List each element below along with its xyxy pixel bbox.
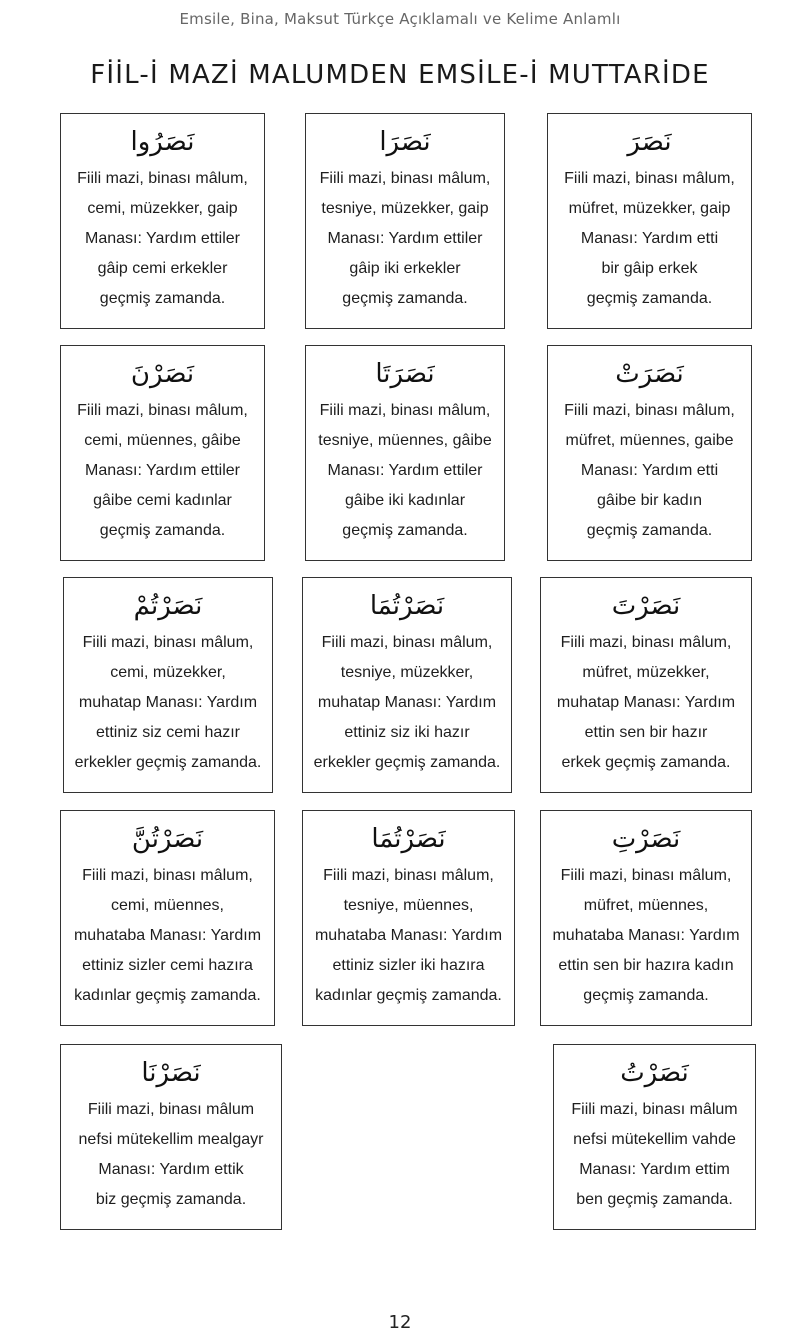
description-line: geçmiş zamanda. — [586, 522, 713, 539]
description-line: Fiili mazi, binası mâlum, — [82, 867, 253, 884]
description-line: Fiili mazi, binası mâlum, — [323, 867, 494, 884]
arabic-verb-form: نَصَرَا — [379, 127, 431, 157]
description-line: tesniye, müennes, — [343, 897, 474, 914]
page-title: FİİL-İ MAZİ MALUMDEN EMSİLE-İ MUTTARİDE — [90, 60, 710, 90]
description-line: Manası: Yardım etti — [580, 230, 719, 247]
description-line: muhataba Manası: Yardım — [73, 927, 262, 944]
emsile-card — [547, 345, 752, 561]
card-description — [61, 396, 264, 546]
card-description — [303, 861, 514, 1011]
emsile-card — [540, 577, 752, 793]
arabic-verb-form: نَصَرْتُمْ — [133, 591, 203, 621]
description-line: geçmiş zamanda. — [99, 522, 226, 539]
description-line: Manası: Yardım ettiler — [327, 230, 483, 247]
description-line: Fiili mazi, binası mâlum, — [319, 170, 491, 187]
card-description — [548, 396, 751, 546]
description-line: Manası: Yardım ettiler — [84, 462, 241, 479]
description-line: müfret, müzekker, gaip — [568, 200, 731, 217]
description-line: Manası: Yardım ettiler — [327, 462, 483, 479]
card-description — [61, 1095, 281, 1215]
description-line: gâibe bir kadın — [597, 492, 702, 509]
emsile-card — [553, 1044, 756, 1230]
running-head: Emsile, Bina, Maksut Türkçe Açıklamalı ve Kelime Anlamlı — [179, 10, 621, 28]
description-line: geçmiş zamanda. — [99, 290, 226, 307]
arabic-verb-form: نَصَرَتَا — [375, 359, 435, 389]
description-line: cemi, müzekker, gaip — [87, 200, 238, 217]
page-number: 12 — [388, 1312, 412, 1333]
arabic-verb-form: نَصَرْتُ — [620, 1058, 689, 1088]
description-line: Fiili mazi, binası mâlum, — [77, 402, 248, 419]
description-line: muhatap Manası: Yardım — [317, 694, 497, 711]
emsile-card — [60, 113, 265, 329]
card-description — [303, 628, 511, 778]
description-line: Fiili mazi, binası mâlum, — [560, 634, 732, 651]
description-line: cemi, müzekker, — [110, 664, 226, 681]
description-line: bir gâip erkek — [601, 260, 698, 277]
description-line: gâip cemi erkekler — [97, 260, 228, 277]
card-description — [64, 628, 272, 778]
description-line: erkekler geçmiş zamanda. — [313, 754, 501, 771]
arabic-verb-form: نَصَرُوا — [130, 127, 195, 157]
card-description — [548, 164, 751, 314]
description-line: muhatap Manası: Yardım — [556, 694, 736, 711]
description-line: Fiili mazi, binası mâlum, — [560, 867, 732, 884]
emsile-card — [60, 345, 265, 561]
emsile-card — [540, 810, 752, 1026]
description-line: geçmiş zamanda. — [342, 522, 468, 539]
description-line: ettiniz siz cemi hazır — [95, 724, 241, 741]
description-line: Manası: Yardım ettik — [98, 1161, 244, 1178]
description-line: Fiili mazi, binası mâlum — [87, 1101, 255, 1118]
description-line: nefsi mütekellim vahde — [573, 1131, 736, 1148]
arabic-verb-form: نَصَرْتُمَا — [369, 591, 445, 621]
arabic-verb-form: نَصَرْتِ — [611, 824, 681, 854]
emsile-card — [547, 113, 752, 329]
description-line: ben geçmiş zamanda. — [576, 1191, 733, 1208]
description-line: ettin sen bir hazıra kadın — [558, 957, 734, 974]
arabic-verb-form: نَصَرَ — [627, 127, 672, 157]
description-line: müfret, müennes, — [583, 897, 709, 914]
description-line: ettiniz sizler iki hazıra — [332, 957, 485, 974]
description-line: Fiili mazi, binası mâlum, — [564, 170, 735, 187]
card-description — [61, 164, 264, 314]
arabic-verb-form: نَصَرْتُنَّ — [131, 824, 204, 854]
description-line: geçmiş zamanda. — [586, 290, 713, 307]
description-line: muhatap Manası: Yardım — [78, 694, 258, 711]
description-line: Fiili mazi, binası mâlum, — [321, 634, 493, 651]
description-line: biz geçmiş zamanda. — [95, 1191, 247, 1208]
emsile-card — [305, 345, 505, 561]
description-line: geçmiş zamanda. — [342, 290, 468, 307]
emsile-card — [302, 810, 515, 1026]
description-line: gâibe cemi kadınlar — [93, 492, 232, 509]
description-line: kadınlar geçmiş zamanda. — [315, 987, 502, 1004]
card-description — [541, 861, 751, 1011]
description-line: muhataba Manası: Yardım — [314, 927, 503, 944]
description-line: cemi, müennes, — [111, 897, 224, 914]
description-line: cemi, müennes, gâibe — [84, 432, 241, 449]
description-line: Fiili mazi, binası mâlum, — [82, 634, 254, 651]
arabic-verb-form: نَصَرْنَا — [141, 1058, 201, 1088]
emsile-card — [63, 577, 273, 793]
description-line: tesniye, müzekker, — [340, 664, 474, 681]
emsile-card — [302, 577, 512, 793]
description-line: ettin sen bir hazır — [584, 724, 708, 741]
description-line: müfret, müennes, gaibe — [565, 432, 734, 449]
emsile-card — [60, 1044, 282, 1230]
description-line: geçmiş zamanda. — [583, 987, 709, 1004]
description-line: Fiili mazi, binası mâlum, — [77, 170, 248, 187]
description-line: Manası: Yardım ettim — [579, 1161, 730, 1178]
card-description — [306, 396, 504, 546]
description-line: Manası: Yardım etti — [580, 462, 719, 479]
emsile-card — [305, 113, 505, 329]
emsile-card — [60, 810, 275, 1026]
card-description — [61, 861, 274, 1011]
description-line: Fiili mazi, binası mâlum, — [564, 402, 735, 419]
description-line: erkekler geçmiş zamanda. — [74, 754, 262, 771]
description-line: gâip iki erkekler — [349, 260, 461, 277]
description-line: Fiili mazi, binası mâlum, — [319, 402, 491, 419]
description-line: müfret, müzekker, — [582, 664, 710, 681]
description-line: muhataba Manası: Yardım — [552, 927, 740, 944]
description-line: tesniye, müennes, gâibe — [318, 432, 492, 449]
description-line: kadınlar geçmiş zamanda. — [74, 987, 261, 1004]
arabic-verb-form: نَصَرَتْ — [615, 359, 684, 389]
description-line: ettiniz sizler cemi hazıra — [82, 957, 253, 974]
description-line: erkek geçmiş zamanda. — [561, 754, 731, 771]
description-line: tesniye, müzekker, gaip — [321, 200, 489, 217]
arabic-verb-form: نَصَرْتَ — [611, 591, 681, 621]
description-line: ettiniz siz iki hazır — [344, 724, 470, 741]
card-description — [541, 628, 751, 778]
arabic-verb-form: نَصَرْتُمَا — [371, 824, 446, 854]
description-line: Fiili mazi, binası mâlum — [571, 1101, 738, 1118]
card-description — [306, 164, 504, 314]
description-line: nefsi mütekellim mealgayr — [78, 1131, 264, 1148]
description-line: Manası: Yardım ettiler — [84, 230, 241, 247]
card-description — [554, 1095, 755, 1215]
arabic-verb-form: نَصَرْنَ — [130, 359, 195, 389]
description-line: gâibe iki kadınlar — [344, 492, 466, 509]
